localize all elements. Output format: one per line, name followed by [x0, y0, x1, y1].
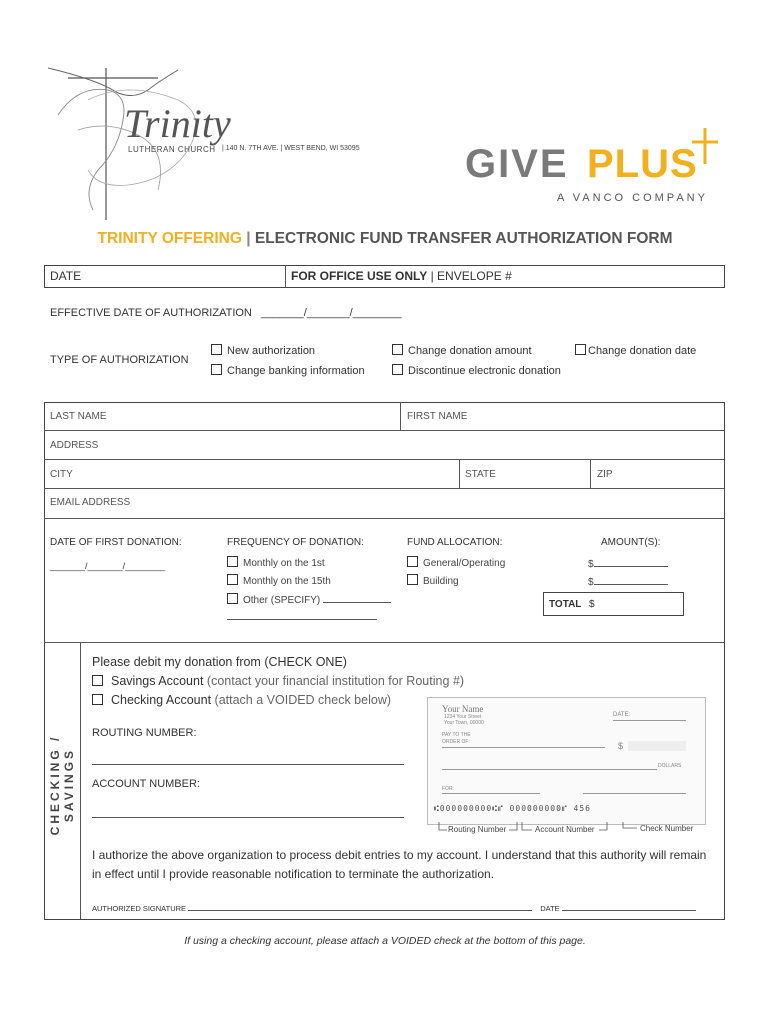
- auth-change-amount-label: Change donation amount: [408, 345, 532, 357]
- zip-label: ZIP: [597, 469, 613, 480]
- amount-line[interactable]: [594, 556, 668, 567]
- checkbox-icon[interactable]: [227, 574, 238, 585]
- fund-building-label: Building: [423, 576, 459, 587]
- auth-discontinue-option[interactable]: [392, 364, 561, 377]
- address-label: ADDRESS: [50, 440, 99, 451]
- checkbox-icon[interactable]: [575, 344, 586, 355]
- account-number-label: ACCOUNT NUMBER:: [92, 778, 200, 790]
- frequency-1st-label: Monthly on the 1st: [243, 558, 325, 569]
- check-amount-box: [628, 741, 686, 751]
- checkbox-icon[interactable]: [211, 344, 222, 355]
- last-name-label: LAST NAME: [50, 411, 107, 422]
- check-date-line: [613, 720, 686, 721]
- date-label: DATE: [50, 269, 82, 283]
- checking-label: Checking Account: [111, 693, 212, 707]
- city-label: CITY: [50, 469, 73, 480]
- city-field[interactable]: [50, 469, 73, 480]
- auth-new-option[interactable]: [211, 344, 315, 357]
- effective-date-label: EFFECTIVE DATE OF AUTHORIZATION: [50, 307, 252, 319]
- checkbox-icon[interactable]: [392, 364, 403, 375]
- check-street: 1234 Your Street: [444, 714, 482, 720]
- brand-plus: PLUS: [587, 142, 698, 186]
- plus-icon: [690, 126, 720, 166]
- amount-line[interactable]: [594, 574, 668, 585]
- address-text: | 140 N. 7TH AVE. | WEST BEND, WI 53095: [222, 145, 360, 152]
- amount-building-input[interactable]: [588, 574, 668, 588]
- auth-change-banking-option[interactable]: [211, 364, 365, 377]
- check-town: Your Town, 00000: [444, 720, 484, 726]
- state-label: STATE: [465, 469, 496, 480]
- frequency-15th-label: Monthly on the 15th: [243, 576, 331, 587]
- authorization-statement: I authorize the above organization to process debit entries to my account. I understand that this authority will remain in effect until I provide reasonable notification to terminate the authorization.: [92, 848, 707, 881]
- auth-change-banking-label: Change banking information: [227, 365, 365, 377]
- signature-row[interactable]: [92, 903, 696, 913]
- auth-change-date-label: Change donation date: [588, 345, 697, 357]
- account-number-caption: Account Number: [535, 825, 595, 834]
- zip-field[interactable]: [597, 469, 613, 480]
- check-date-label: DATE:: [613, 712, 631, 718]
- checking-savings-side-label: CHECKING / SAVINGS: [48, 734, 76, 836]
- last-name-field[interactable]: [50, 411, 107, 422]
- checking-option[interactable]: [92, 693, 391, 707]
- checkbox-icon[interactable]: [211, 364, 222, 375]
- row-divider: [44, 430, 724, 431]
- church-subtitle: LUTHERAN CHURCH: [128, 145, 216, 154]
- first-donation-label: DATE OF FIRST DONATION:: [50, 537, 182, 548]
- title-part1: TRINITY OFFERING: [97, 230, 242, 247]
- sig-date-line[interactable]: [562, 903, 696, 911]
- fund-option-building[interactable]: [407, 574, 459, 587]
- title-sep: |: [246, 230, 251, 247]
- checking-note: (attach a VOIDED check below): [214, 693, 392, 707]
- sig-date-label: DATE: [540, 904, 560, 913]
- form-title: [0, 230, 770, 248]
- fund-label: FUND ALLOCATION:: [407, 537, 503, 548]
- checkbox-icon[interactable]: [92, 675, 103, 686]
- office-use-field[interactable]: [291, 269, 512, 283]
- state-field[interactable]: [465, 469, 496, 480]
- col-divider: [459, 459, 460, 488]
- savings-note: (contact your financial institution for Routing #): [206, 674, 464, 688]
- amount-general-input[interactable]: [588, 556, 668, 570]
- check-signature-line: [583, 793, 686, 794]
- first-donation-date-input[interactable]: _______/_______/________: [50, 561, 166, 571]
- savings-label: Savings Account: [111, 674, 204, 688]
- frequency-label: FREQUENCY OF DONATION:: [227, 537, 364, 548]
- address-field[interactable]: [50, 440, 98, 451]
- checkbox-icon[interactable]: [227, 556, 238, 567]
- amount-prefix: $: [588, 559, 594, 570]
- routing-number-input[interactable]: [92, 764, 404, 765]
- check-written-line: [442, 769, 657, 770]
- other-specify-line[interactable]: [323, 592, 391, 603]
- checkbox-icon[interactable]: [407, 556, 418, 567]
- row-divider: [44, 488, 724, 489]
- total-prefix: $: [589, 599, 595, 610]
- brand-give: GIVE: [465, 142, 569, 186]
- giveplus-logo: [465, 126, 725, 206]
- check-payee-line: [442, 747, 605, 748]
- auth-discontinue-label: Discontinue electronic donation: [408, 365, 561, 377]
- checkbox-icon[interactable]: [407, 574, 418, 585]
- auth-change-date-option[interactable]: [575, 344, 696, 357]
- church-name: Trinity: [124, 101, 231, 146]
- brand-tagline: A VANCO COMPANY: [557, 192, 708, 204]
- check-micr: ⑆000000000⑆⑈ 000000000⑈ 456: [434, 804, 591, 813]
- frequency-option-1st[interactable]: [227, 556, 325, 569]
- check-number-caption: Check Number: [640, 824, 694, 833]
- check-dollar-sign: $: [618, 741, 624, 751]
- fund-general-label: General/Operating: [423, 558, 506, 569]
- signature-line[interactable]: [188, 903, 532, 911]
- fund-option-general[interactable]: [407, 556, 505, 569]
- checkbox-icon[interactable]: [392, 344, 403, 355]
- email-field[interactable]: [50, 497, 130, 508]
- row-divider: [44, 459, 724, 460]
- first-name-field[interactable]: [407, 411, 467, 422]
- amount-label: AMOUNT(S):: [601, 537, 661, 548]
- church-address: [222, 145, 360, 152]
- first-name-label: FIRST NAME: [407, 411, 468, 422]
- account-number-input[interactable]: [92, 817, 404, 818]
- frequency-option-other[interactable]: [227, 592, 391, 606]
- office-use-label: FOR OFFICE USE ONLY: [291, 269, 428, 283]
- check-order-of: ORDER OF:: [442, 739, 470, 745]
- check-for-label: FOR:: [442, 786, 454, 792]
- email-label: EMAIL ADDRESS: [50, 497, 131, 508]
- row-divider: [44, 642, 724, 643]
- side-divider: [80, 642, 81, 919]
- routing-number-label: ROUTING NUMBER:: [92, 727, 197, 739]
- frequency-option-15th[interactable]: [227, 574, 331, 587]
- check-pay-to: PAY TO THE: [442, 732, 471, 738]
- authorization-type-label: TYPE OF AUTHORIZATION: [50, 354, 189, 366]
- frequency-other-label: Other (SPECIFY): [243, 595, 321, 606]
- checkbox-icon[interactable]: [92, 694, 103, 705]
- debit-instruction: Please debit my donation from (CHECK ONE): [92, 655, 347, 669]
- date-field[interactable]: [50, 269, 81, 283]
- routing-number-caption: Routing Number: [448, 825, 507, 834]
- title-part2: ELECTRONIC FUND TRANSFER AUTHORIZATION FORM: [254, 230, 673, 247]
- signature-label: AUTHORIZED SIGNATURE: [92, 904, 187, 913]
- check-dollars-label: DOLLARS: [658, 763, 682, 769]
- sample-check: [427, 697, 706, 825]
- auth-new-label: New authorization: [227, 345, 316, 357]
- amount-prefix: $: [588, 577, 594, 588]
- envelope-label: | ENVELOPE #: [430, 269, 512, 283]
- footer-note: If using a checking account, please attach a VOIDED check at the bottom of this page.: [184, 935, 586, 947]
- row-divider: [44, 518, 724, 519]
- effective-date-blank: _______/_______/________: [260, 307, 402, 319]
- total-label: TOTAL: [549, 599, 582, 610]
- other-specify-line-2[interactable]: [227, 619, 377, 620]
- check-memo-line: [442, 793, 540, 794]
- check-name: Your Name: [442, 704, 484, 714]
- col-divider: [400, 402, 401, 430]
- savings-option[interactable]: [92, 674, 464, 688]
- total-box[interactable]: [543, 592, 684, 616]
- checkbox-icon[interactable]: [227, 593, 238, 604]
- col-divider: [590, 459, 591, 488]
- auth-change-amount-option[interactable]: [392, 344, 532, 357]
- effective-date-row[interactable]: [50, 307, 402, 319]
- top-row-divider: [285, 265, 286, 287]
